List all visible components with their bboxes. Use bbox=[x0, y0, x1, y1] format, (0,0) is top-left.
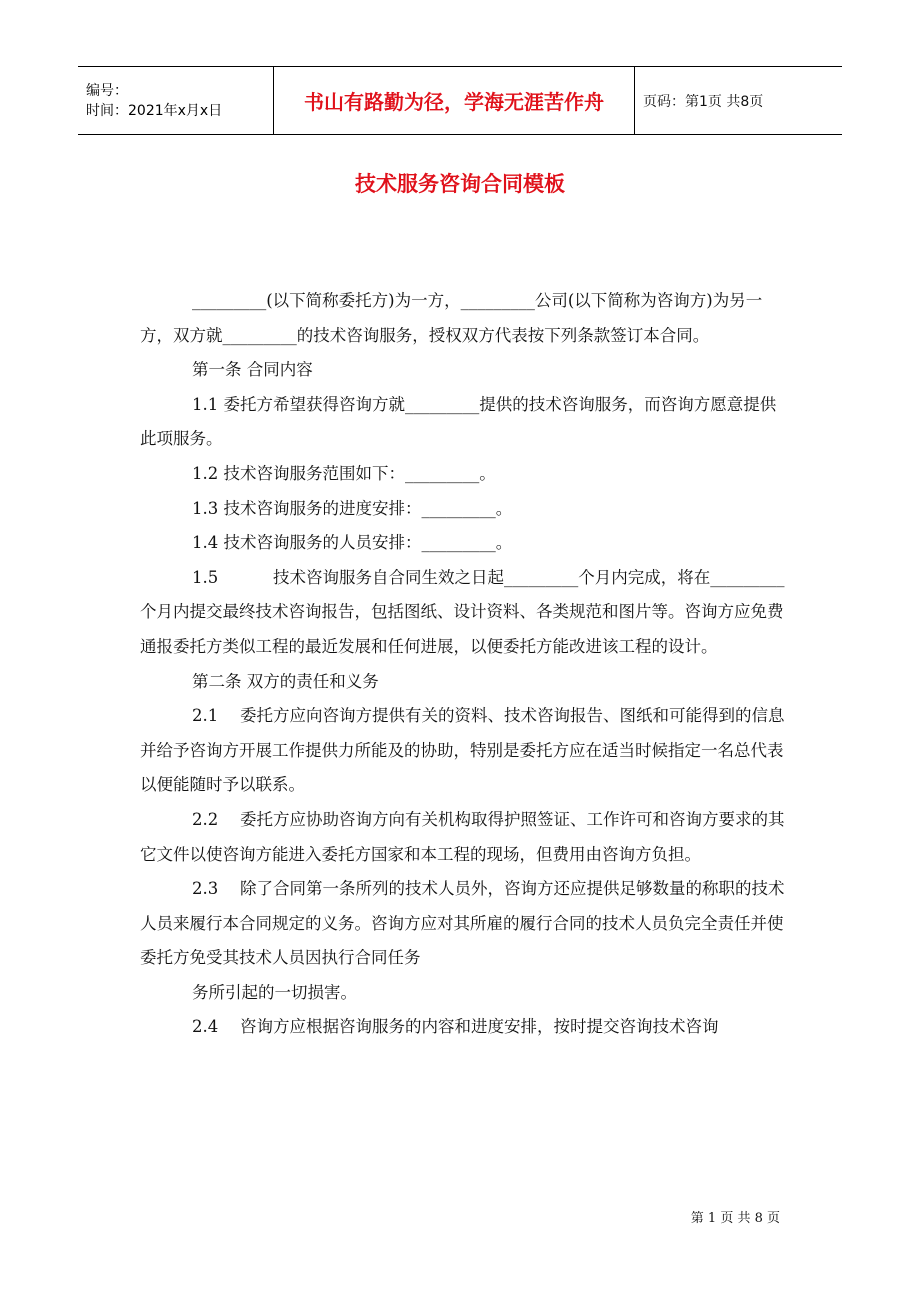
document-body bbox=[140, 284, 786, 1045]
paragraph: 务所引起的一切损害。 bbox=[192, 982, 357, 1002]
number-label: 编号： bbox=[86, 82, 128, 99]
page-footer: 第 1 页 共 8 页 bbox=[690, 1211, 780, 1226]
paragraph: 1.4 技术咨询服务的人员安排：_________。 bbox=[192, 533, 513, 553]
paragraph: 1.5 技术咨询服务自合同生效之日起_________个月内完成，将在_________个月内提交最终技术咨询报告，包括图纸、设计资料、各类规范和图片等。咨询方应免费通报委托方类似工程的最近发展和任何进展，以便委托方能改进该工程的设计。 bbox=[140, 567, 785, 656]
time-label: 时间：2021年x月x日 bbox=[86, 102, 223, 119]
paragraph: 2.3 除了合同第一条所列的技术人员外，咨询方还应提供足够数量的称职的技术人员来履行本合同规定的义务。咨询方应对其所雇的履行合同的技术人员负完全责任并使委托方免受其技术人员因执行合同任务 bbox=[140, 879, 785, 968]
header-left bbox=[78, 67, 273, 134]
paragraph: 2.4 咨询方应根据咨询服务的内容和进度安排，按时提交咨询技术咨询 bbox=[192, 1017, 719, 1037]
paragraph: 2.2 委托方应协助咨询方向有关机构取得护照签证、工作许可和咨询方要求的其它文件以使咨询方能进入委托方国家和本工程的现场，但费用由咨询方负担。 bbox=[140, 809, 785, 864]
section-heading: 第一条 合同内容 bbox=[192, 360, 313, 380]
paragraph: 1.1 委托方希望获得咨询方就_________提供的技术咨询服务，而咨询方愿意提供此项服务。 bbox=[140, 394, 777, 449]
header-motto-cell bbox=[273, 67, 635, 134]
paragraph: 1.2 技术咨询服务范围如下：_________。 bbox=[192, 463, 496, 483]
paragraph: _________(以下简称委托方)为一方，_________公司(以下简称为咨询方)为另一方，双方就_________的技术咨询服务，授权双方代表按下列条款签订本合同。 bbox=[140, 291, 763, 345]
page-header bbox=[78, 66, 842, 135]
paragraph: 2.1 委托方应向咨询方提供有关的资料、技术咨询报告、图纸和可能得到的信息并给予咨询方开展工作提供力所能及的协助，特别是委托方应在适当时候指定一名总代表以便能随时予以联系。 bbox=[140, 706, 785, 795]
motto-text: 书山有路勤为径，学海无涯苦作舟 bbox=[304, 90, 604, 114]
page-info-text: 页码：第1页 共8页 bbox=[643, 93, 764, 110]
section-heading: 第二条 双方的责任和义务 bbox=[192, 671, 379, 691]
document-title: 技术服务咨询合同模板 bbox=[355, 172, 565, 196]
paragraph: 1.3 技术咨询服务的进度安排：_________。 bbox=[192, 498, 513, 518]
header-page-info bbox=[635, 67, 842, 134]
